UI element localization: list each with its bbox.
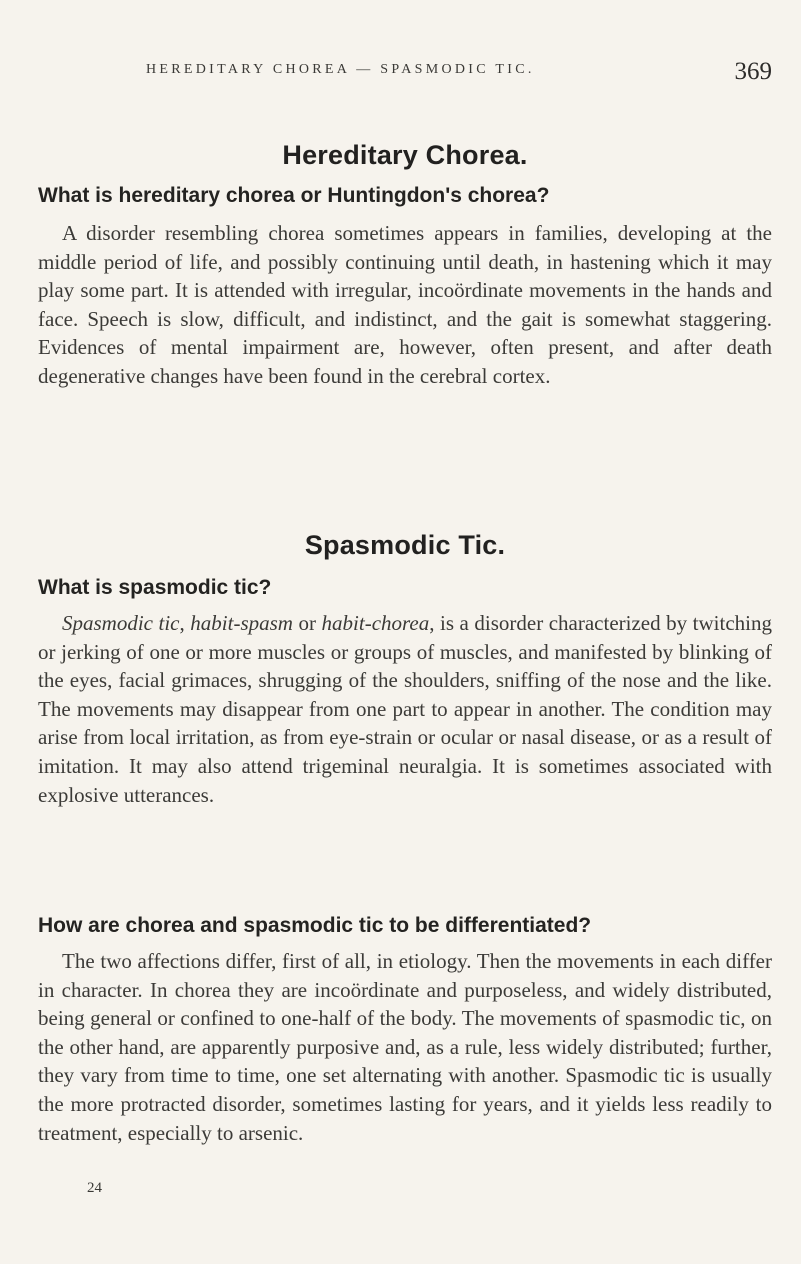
question-spasmodic-tic: What is spasmodic tic?: [38, 576, 272, 599]
answer-spasmodic-tic: [38, 609, 772, 809]
connector: ,: [429, 611, 435, 635]
answer-differentiation-text: The two affections differ, first of all, in etiology. Then the movements in each differ in character. In chorea they are incoördinate and purposeless, and widely distributed, being general or confined to one-half of the body. The movements of spasmodic tic, on the other hand, are apparently purposive and, as a rule, less widely distributed; further, they vary from time to time, one set alternating with another. Spasmodic tic is usually the more protracted disorder, sometimes lasting for years, and it yields less readily to treatment, especially to arsenic.: [38, 949, 772, 1145]
question-hereditary-chorea: What is hereditary chorea or Huntingdon's chorea?: [38, 184, 550, 207]
answer-hereditary-chorea: [38, 219, 772, 391]
connector: or: [292, 611, 322, 635]
term-habit-chorea: habit-chorea: [321, 611, 430, 635]
answer-hereditary-chorea-text: A disorder resembling chorea sometimes appears in families, developing at the middle period of life, and possibly continuing until death, in hastening which it may play some part. It is attended with irregular, incoördinate movements in the hands and face. Speech is slow, difficult, and indistinct, and the gait is somewhat staggering. Evidences of mental impairment are, however, often present, and after death degenerative changes have been found in the cerebral cortex.: [38, 221, 772, 388]
book-page: [38, 0, 772, 1264]
section-title-spasmodic-tic: Spasmodic Tic.: [304, 530, 506, 560]
question-differentiation: How are chorea and spasmodic tic to be differentiated?: [38, 914, 592, 937]
running-head: HEREDITARY CHOREA — SPASMODIC TIC.: [146, 62, 535, 77]
signature-mark: 24: [87, 1180, 102, 1196]
page-number: 369: [734, 58, 772, 85]
section-title-hereditary-chorea: Hereditary Chorea.: [282, 140, 528, 170]
term-habit-spasm: habit-spasm: [190, 611, 293, 635]
answer-differentiation: [38, 947, 772, 1147]
term-spasmodic-tic: Spasmodic tic: [62, 611, 180, 635]
answer-spasmodic-tic-text: is a disorder characterized by twitching or jerking of one or more muscles or groups of muscles, and manifested by blinking of the eyes, facial grimaces, shrugging of the shoulders, sniffing of the nose and the like. The movements may disappear from one part to appear in another. The condition may arise from local irritation, as from eye-strain or ocular or nasal disease, or as a result of imitation. It may also attend trigeminal neuralgia. It is sometimes associated with explosive utterances.: [38, 611, 773, 807]
connector: ,: [179, 611, 191, 635]
